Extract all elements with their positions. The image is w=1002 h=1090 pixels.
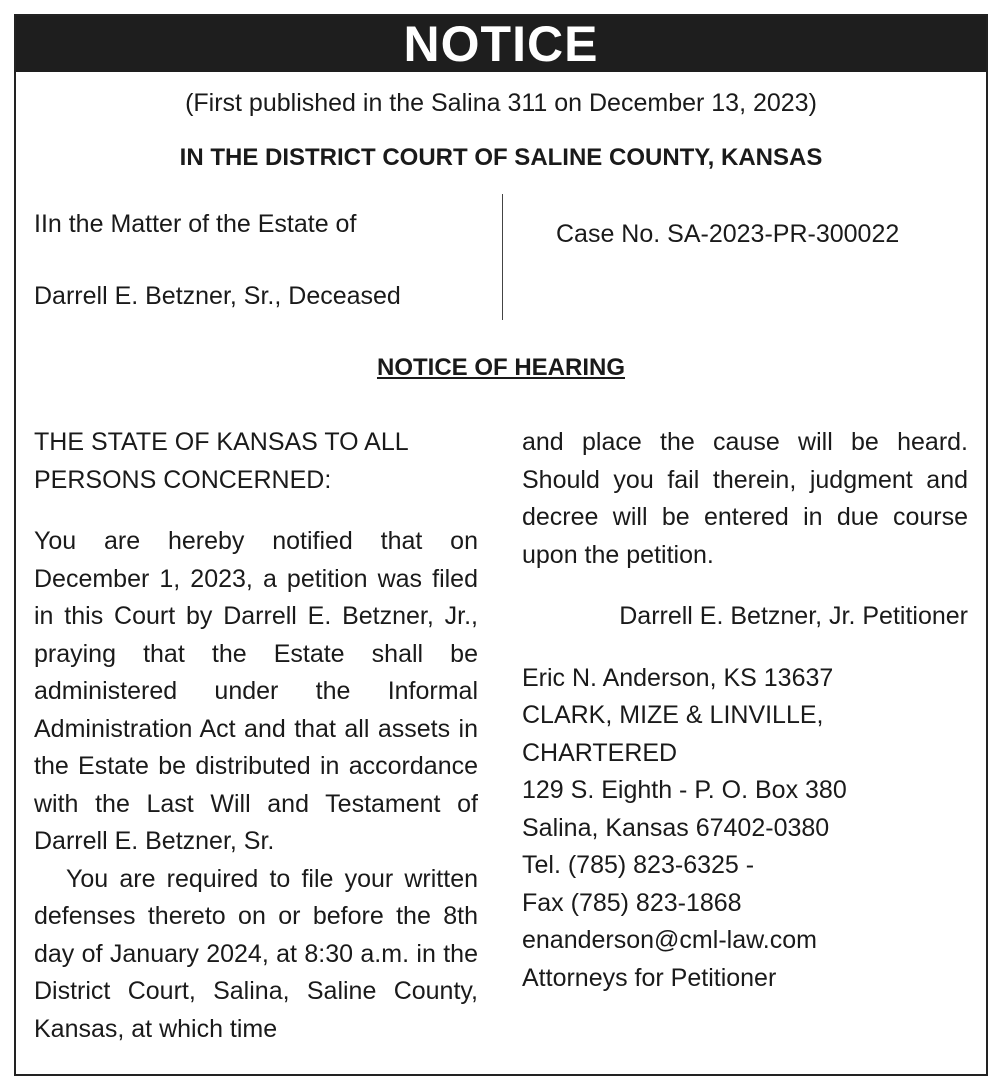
deceased-line: Darrell E. Betzner, Sr., Deceased bbox=[34, 282, 401, 310]
notice-frame bbox=[14, 14, 988, 1076]
attorney-role: Attorneys for Petitioner bbox=[522, 963, 777, 992]
attorney-address: 129 S. Eighth - P. O. Box 380 bbox=[522, 776, 847, 804]
petitioner-signature: Darrell E. Betzner, Jr. Petitioner bbox=[619, 602, 968, 630]
publication-note: (First published in the Salina 311 on December 13, 2023) bbox=[185, 89, 817, 117]
case-caption-left bbox=[34, 210, 401, 354]
body-paragraph-1: You are hereby notified that on December 1, 2023, a petition was filed in this Court by Darrell E. Betzner, Jr., praying that the Estate shall be administered under the Informal Administration Act and that all assets in the Estate be distributed in accordance with the Last Will and Testament of Darrell E. Betzner, Sr. bbox=[34, 527, 478, 855]
attorney-fax: Fax (785) 823-1868 bbox=[522, 888, 742, 917]
matter-line: IIn the Matter of the Estate of bbox=[34, 210, 357, 238]
body-paragraph-2: You are required to file your written defenses thereto on or before the 8th day of January 2024, at 8:30 a.m. in the District Court, Salina, Saline County, Kansas, at which time bbox=[34, 864, 478, 1043]
court-heading: IN THE DISTRICT COURT OF SALINE COUNTY, KANSAS bbox=[179, 144, 823, 171]
notice-title: NOTICE bbox=[16, 16, 986, 72]
attorney-block bbox=[522, 660, 968, 998]
firm-name-line-2: CHARTERED bbox=[522, 738, 678, 767]
attorney-city: Salina, Kansas 67402-0380 bbox=[522, 813, 830, 842]
notice-of-hearing-heading: NOTICE OF HEARING bbox=[376, 354, 625, 381]
firm-name-line-1: CLARK, MIZE & LINVILLE, bbox=[522, 701, 824, 729]
salutation: THE STATE OF KANSAS TO ALL PERSONS CONCERNED: bbox=[34, 428, 408, 494]
body-paragraph-2-continued: and place the cause will be heard. Should you fail therein, judgment and decree will be entered in due course upon the petition. bbox=[522, 428, 968, 569]
body-column-right bbox=[522, 424, 968, 997]
attorney-telephone: Tel. (785) 823-6325 - bbox=[522, 851, 755, 879]
caption-divider bbox=[502, 194, 503, 320]
attorney-email[interactable]: enanderson@cml-law.com bbox=[522, 926, 817, 954]
body-column-left bbox=[34, 424, 478, 1048]
case-number: Case No. SA-2023-PR-300022 bbox=[556, 220, 900, 248]
attorney-name: Eric N. Anderson, KS 13637 bbox=[522, 663, 834, 692]
